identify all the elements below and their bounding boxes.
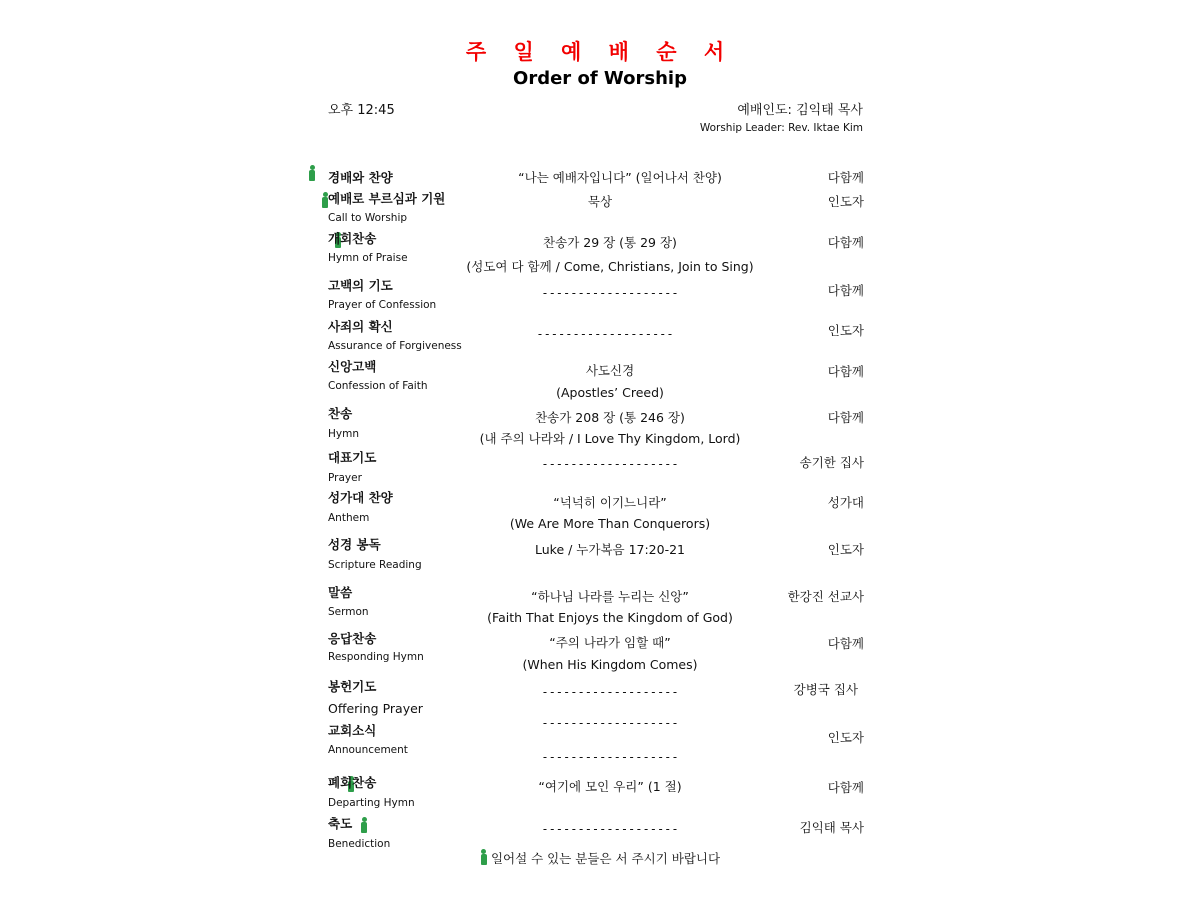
worship-leader-english: Worship Leader: Rev. Iktae Kim [699, 122, 863, 134]
hymn-number: 찬송가 208 장 (통 246 장) [535, 410, 685, 425]
confession-subtitle: Prayer of Confession [328, 299, 437, 311]
confession-title: 고백의 기도 [328, 278, 393, 293]
benediction-placeholder: ------------------- [541, 822, 679, 836]
announcement-placeholder-bottom: ------------------- [541, 750, 679, 764]
assurance-subtitle: Assurance of Forgiveness [328, 340, 462, 352]
assurance-title: 사죄의 확신 [328, 319, 393, 334]
scripture-passage: Luke / 누가복음 17:20-21 [534, 542, 686, 557]
opening-hymn-leader: 다함께 [827, 235, 864, 250]
creed-name: 사도신경 [585, 363, 635, 378]
departing-leader: 다함께 [827, 780, 864, 795]
hymn-leader: 다함께 [827, 410, 864, 425]
anthem-title: 성가대 찬양 [328, 490, 393, 505]
benediction-leader: 김익태 목사 [799, 820, 864, 835]
sermon-name: “하나님 나라를 누리는 신앙” [531, 589, 689, 604]
page-subtitle: Order of Worship [513, 68, 687, 89]
responding-subtitle: Responding Hymn [328, 651, 424, 663]
call-title: 예배로 부르심과 기원 [328, 191, 446, 206]
worship-leader-korean: 예배인도: 김익태 목사 [737, 103, 863, 118]
departing-title: 폐회찬송 [328, 775, 377, 790]
announcement-leader: 인도자 [827, 730, 864, 745]
prayer-title: 대표기도 [328, 450, 377, 465]
service-time: 오후 12:45 [328, 103, 395, 118]
benediction-title: 축도 [328, 816, 353, 831]
opening-hymn-title: 개회찬송 [328, 231, 377, 246]
offering-placeholder: ------------------- [541, 685, 679, 699]
call-leader: 인도자 [827, 194, 864, 209]
offering-title: 봉헌기도 [328, 679, 377, 694]
announcement-subtitle: Announcement [328, 744, 408, 756]
standing-note-text: 일어설 수 있는 분들은 서 주시기 바랍니다 [490, 851, 721, 866]
prayer-subtitle: Prayer [328, 472, 362, 484]
stand-icon [480, 849, 488, 865]
anthem-english: (We Are More Than Conquerors) [509, 516, 711, 531]
prayer-placeholder: ------------------- [541, 457, 679, 471]
scripture-subtitle: Scripture Reading [328, 559, 422, 571]
opening-hymn-number: 찬송가 29 장 (통 29 장) [543, 235, 677, 250]
responding-english: (When His Kingdom Comes) [522, 657, 698, 672]
stand-icon [308, 165, 316, 181]
praise-detail: “나는 예배자입니다” (일어나서 찬양) [518, 170, 722, 185]
creed-title: 신앙고백 [328, 359, 377, 374]
anthem-name: “넉넉히 이기느니라” [553, 495, 667, 510]
announcement-title: 교회소식 [328, 723, 377, 738]
hymn-subtitle: Hymn [328, 428, 359, 440]
page-title: 주 일 예 배 순 서 [465, 40, 735, 64]
assurance-placeholder: ------------------- [536, 327, 674, 341]
praise-leader: 다함께 [827, 170, 864, 185]
sermon-leader: 한강진 선교사 [787, 589, 864, 604]
offering-leader: 강병국 집사 [793, 682, 858, 697]
stand-icon [360, 817, 368, 833]
responding-leader: 다함께 [827, 636, 864, 651]
opening-hymn-name: (성도여 다 함께 / Come, Christians, Join to Sing) [466, 259, 754, 274]
prayer-leader: 송기한 집사 [799, 455, 864, 470]
hymn-title: 찬송 [328, 406, 353, 421]
departing-subtitle: Departing Hymn [328, 797, 415, 809]
creed-english: (Apostles’ Creed) [556, 385, 664, 400]
responding-name: “주의 나라가 임할 때” [549, 635, 671, 650]
scripture-title: 성경 봉독 [328, 537, 381, 552]
sermon-english: (Faith That Enjoys the Kingdom of God) [487, 610, 733, 625]
confession-leader: 다함께 [827, 283, 864, 298]
announcement-placeholder-top: ------------------- [541, 716, 679, 730]
standing-note [0, 849, 1200, 867]
hymn-name: (내 주의 나라와 / I Love Thy Kingdom, Lord) [479, 431, 741, 446]
sermon-subtitle: Sermon [328, 606, 369, 618]
responding-title: 응답찬송 [328, 631, 377, 646]
call-detail: 묵상 [587, 194, 613, 209]
sermon-title: 말씀 [328, 585, 353, 600]
call-subtitle: Call to Worship [328, 212, 408, 224]
assurance-leader: 인도자 [827, 323, 864, 338]
creed-subtitle: Confession of Faith [328, 380, 428, 392]
departing-name: “여기에 모인 우리” (1 절) [538, 779, 682, 794]
opening-hymn-subtitle: Hymn of Praise [328, 252, 408, 264]
praise-title: 경배와 찬양 [328, 170, 393, 185]
scripture-leader: 인도자 [827, 542, 864, 557]
benediction-subtitle: Benediction [328, 838, 391, 850]
confession-placeholder: ------------------- [541, 286, 679, 300]
anthem-subtitle: Anthem [328, 512, 370, 524]
offering-subtitle: Offering Prayer [328, 701, 423, 716]
creed-leader: 다함께 [827, 364, 864, 379]
anthem-leader: 성가대 [827, 495, 864, 510]
